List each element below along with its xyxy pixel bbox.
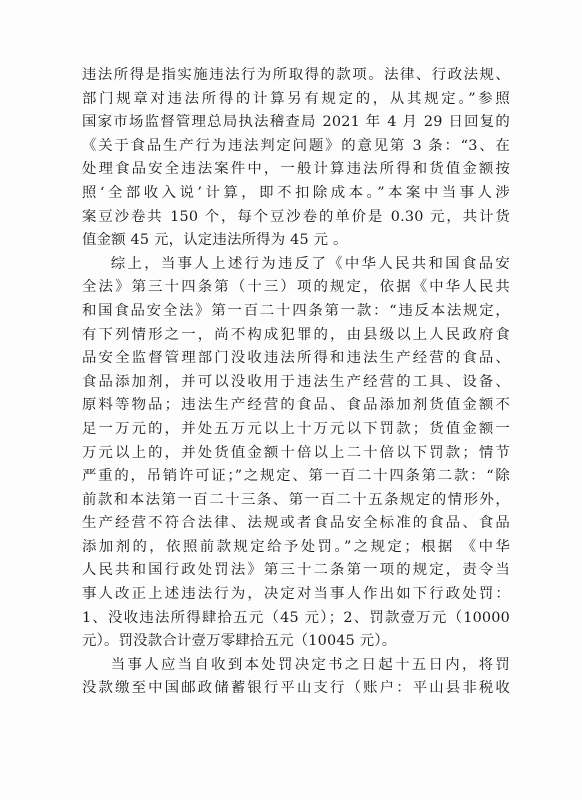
text-line: 全法》第三十四条第（十三）项的规定，依据《中华人民共 [82, 279, 510, 296]
text-line: 品安全监督管理部门没收违法所得和违法生产经营的食品、 [82, 350, 510, 367]
text-line: 国家市场监督管理总局执法稽查局 2021 年 4 月 29 日回复的 [82, 114, 510, 131]
text-line: 添加剂的，依照前款规定给予处罚。”之规定；根据 《中华 [82, 538, 510, 555]
text-line: 《关于食品生产行为违法判定问题》的意见第 3 条：“3、在 [82, 137, 510, 154]
text-line: 严重的，吊销许可证；”之规定、第一百二十四条第二款：“除 [82, 468, 510, 485]
text-line: 元）。罚没款合计壹万零肆拾五元（10045 元）。 [82, 633, 397, 650]
text-line: 照‘全部收入说’计算，即不扣除成本。”本案中当事人涉 [82, 184, 510, 201]
text-line: 1、没收违法所得肆拾五元（45 元）；2、罚款壹万元（10000 [82, 609, 510, 626]
text-line: 人民共和国行政处罚法》第三十二条第一项的规定，责令当 [82, 562, 510, 579]
text-line: 事人改正上述违法行为，决定对当事人作出如下行政处罚： [82, 586, 510, 603]
text-line: 食品添加剂，并可以没收用于违法生产经营的工具、设备、 [82, 373, 510, 390]
text-line: 原料等物品；违法生产经营的食品、食品添加剂货值金额不 [82, 397, 510, 414]
text-line: 前款和本法第一百二十三条、第一百二十五条规定的情形外， [82, 491, 510, 508]
paragraph-start-line: 综上，当事人上述行为违反了《中华人民共和国食品安 [110, 255, 510, 272]
text-line: 万元以上的，并处货值金额十倍以上二十倍以下罚款；情节 [82, 444, 510, 461]
paragraph-start-line: 当事人应当自收到本处罚决定书之日起十五日内，将罚 [110, 656, 510, 673]
text-line: 没款缴至中国邮政储蓄银行平山支行（账户：平山县非税收 [82, 680, 510, 697]
text-line: 案豆沙卷共 150 个，每个豆沙卷的单价是 0.30 元，共计货 [82, 208, 510, 225]
document-body [82, 64, 510, 701]
text-line: 生产经营不符合法律、法规或者食品安全标准的食品、食品 [82, 515, 510, 532]
text-line: 违法所得是指实施违法行为所取得的款项。法律、行政法规、 [82, 67, 510, 83]
text-line: 部门规章对违法所得的计算另有规定的，从其规定。”参照 [82, 90, 510, 107]
text-line: 足一万元的，并处五万元以上十万元以下罚款；货值金额一 [82, 420, 510, 437]
text-line: 有下列情形之一，尚不构成犯罪的，由县级以上人民政府食 [82, 326, 510, 343]
text-line: 处理食品安全违法案件中，一般计算违法所得和货值金额按 [82, 161, 510, 178]
text-line: 和国食品安全法》第一百二十四条第一款：“违反本法规定， [82, 302, 510, 319]
text-line: 值金额 45 元，认定违法所得为 45 元 。 [82, 232, 348, 249]
